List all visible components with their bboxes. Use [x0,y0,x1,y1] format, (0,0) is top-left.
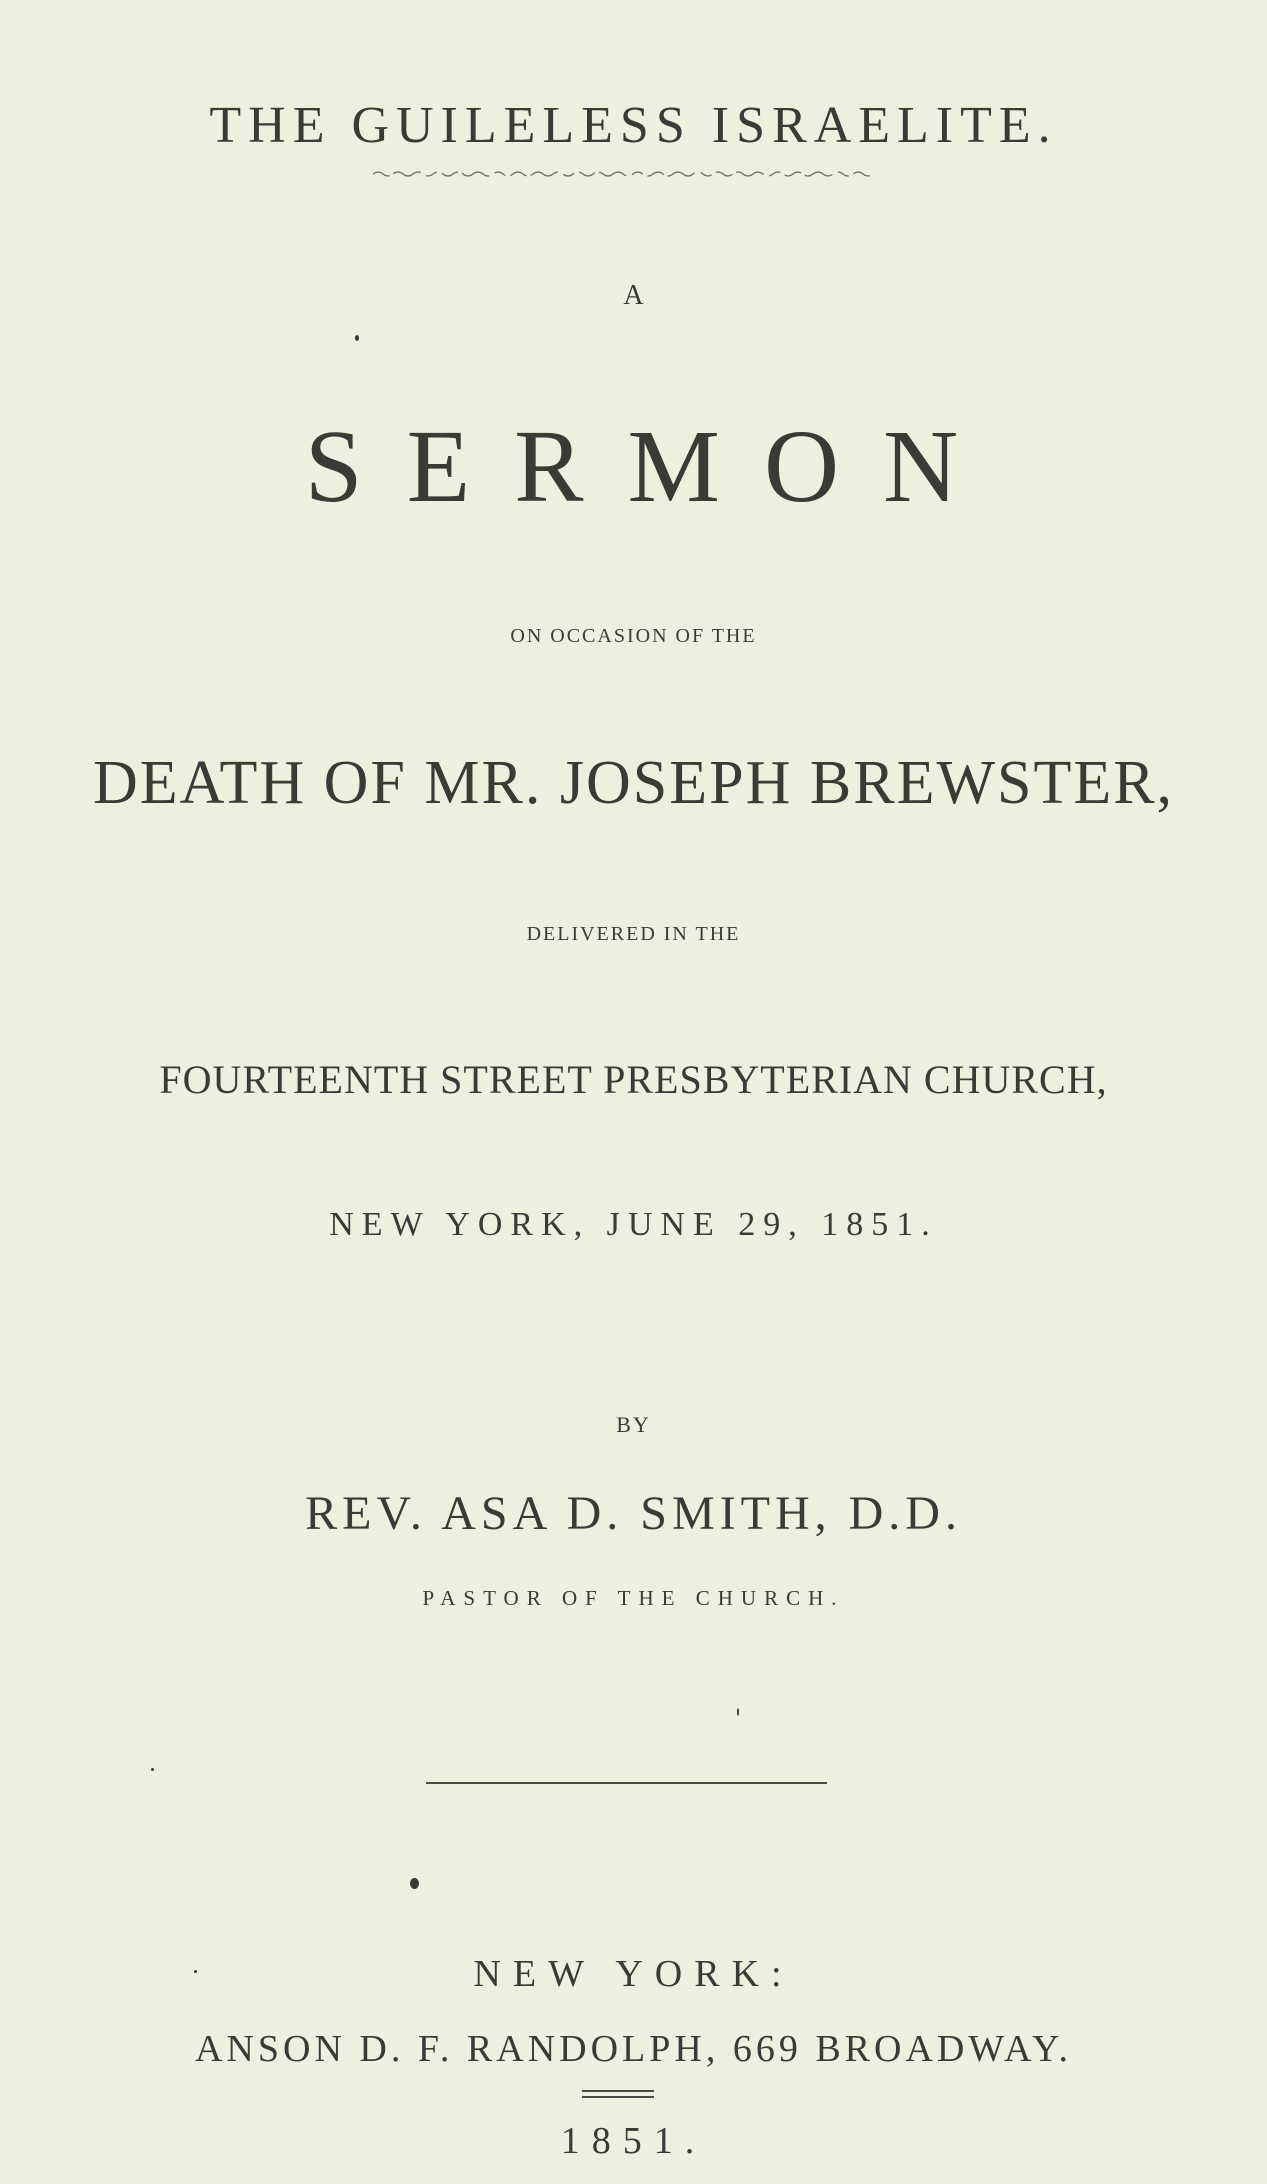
author-role: PASTOR OF THE CHURCH. [422,1586,845,1610]
ink-speck [410,1878,419,1889]
imprint-city: NEW YORK: [473,1953,794,1995]
imprint-year: 1851. [560,2120,707,2162]
ink-speck [737,1708,739,1716]
book-title: THE GUILELESS ISRAELITE. [209,97,1058,154]
ink-speck [194,1970,197,1973]
double-rule [582,2090,654,2098]
place-date-line: NEW YORK, JUNE 29, 1851. [329,1206,938,1243]
imprint-publisher: ANSON D. F. RANDOLPH, 669 BROADWAY. [194,2028,1072,2070]
venue-line: FOURTEENTH STREET PRESBYTERIAN CHURCH, [159,1057,1108,1102]
occasion-line: ON OCCASION OF THE [510,625,757,647]
subject-line: DEATH OF MR. JOSEPH BREWSTER, [92,749,1175,817]
sermon-heading: SERMON [304,409,1003,524]
ink-speck [151,1768,154,1771]
divider-rule [426,1782,827,1784]
ink-speck [355,335,359,341]
by-line: BY [616,1412,651,1437]
author-name: REV. ASA D. SMITH, D.D. [305,1487,962,1540]
delivered-line: DELIVERED IN THE [526,923,741,945]
article-a: A [623,280,644,311]
wavy-ornament-rule [373,168,873,180]
